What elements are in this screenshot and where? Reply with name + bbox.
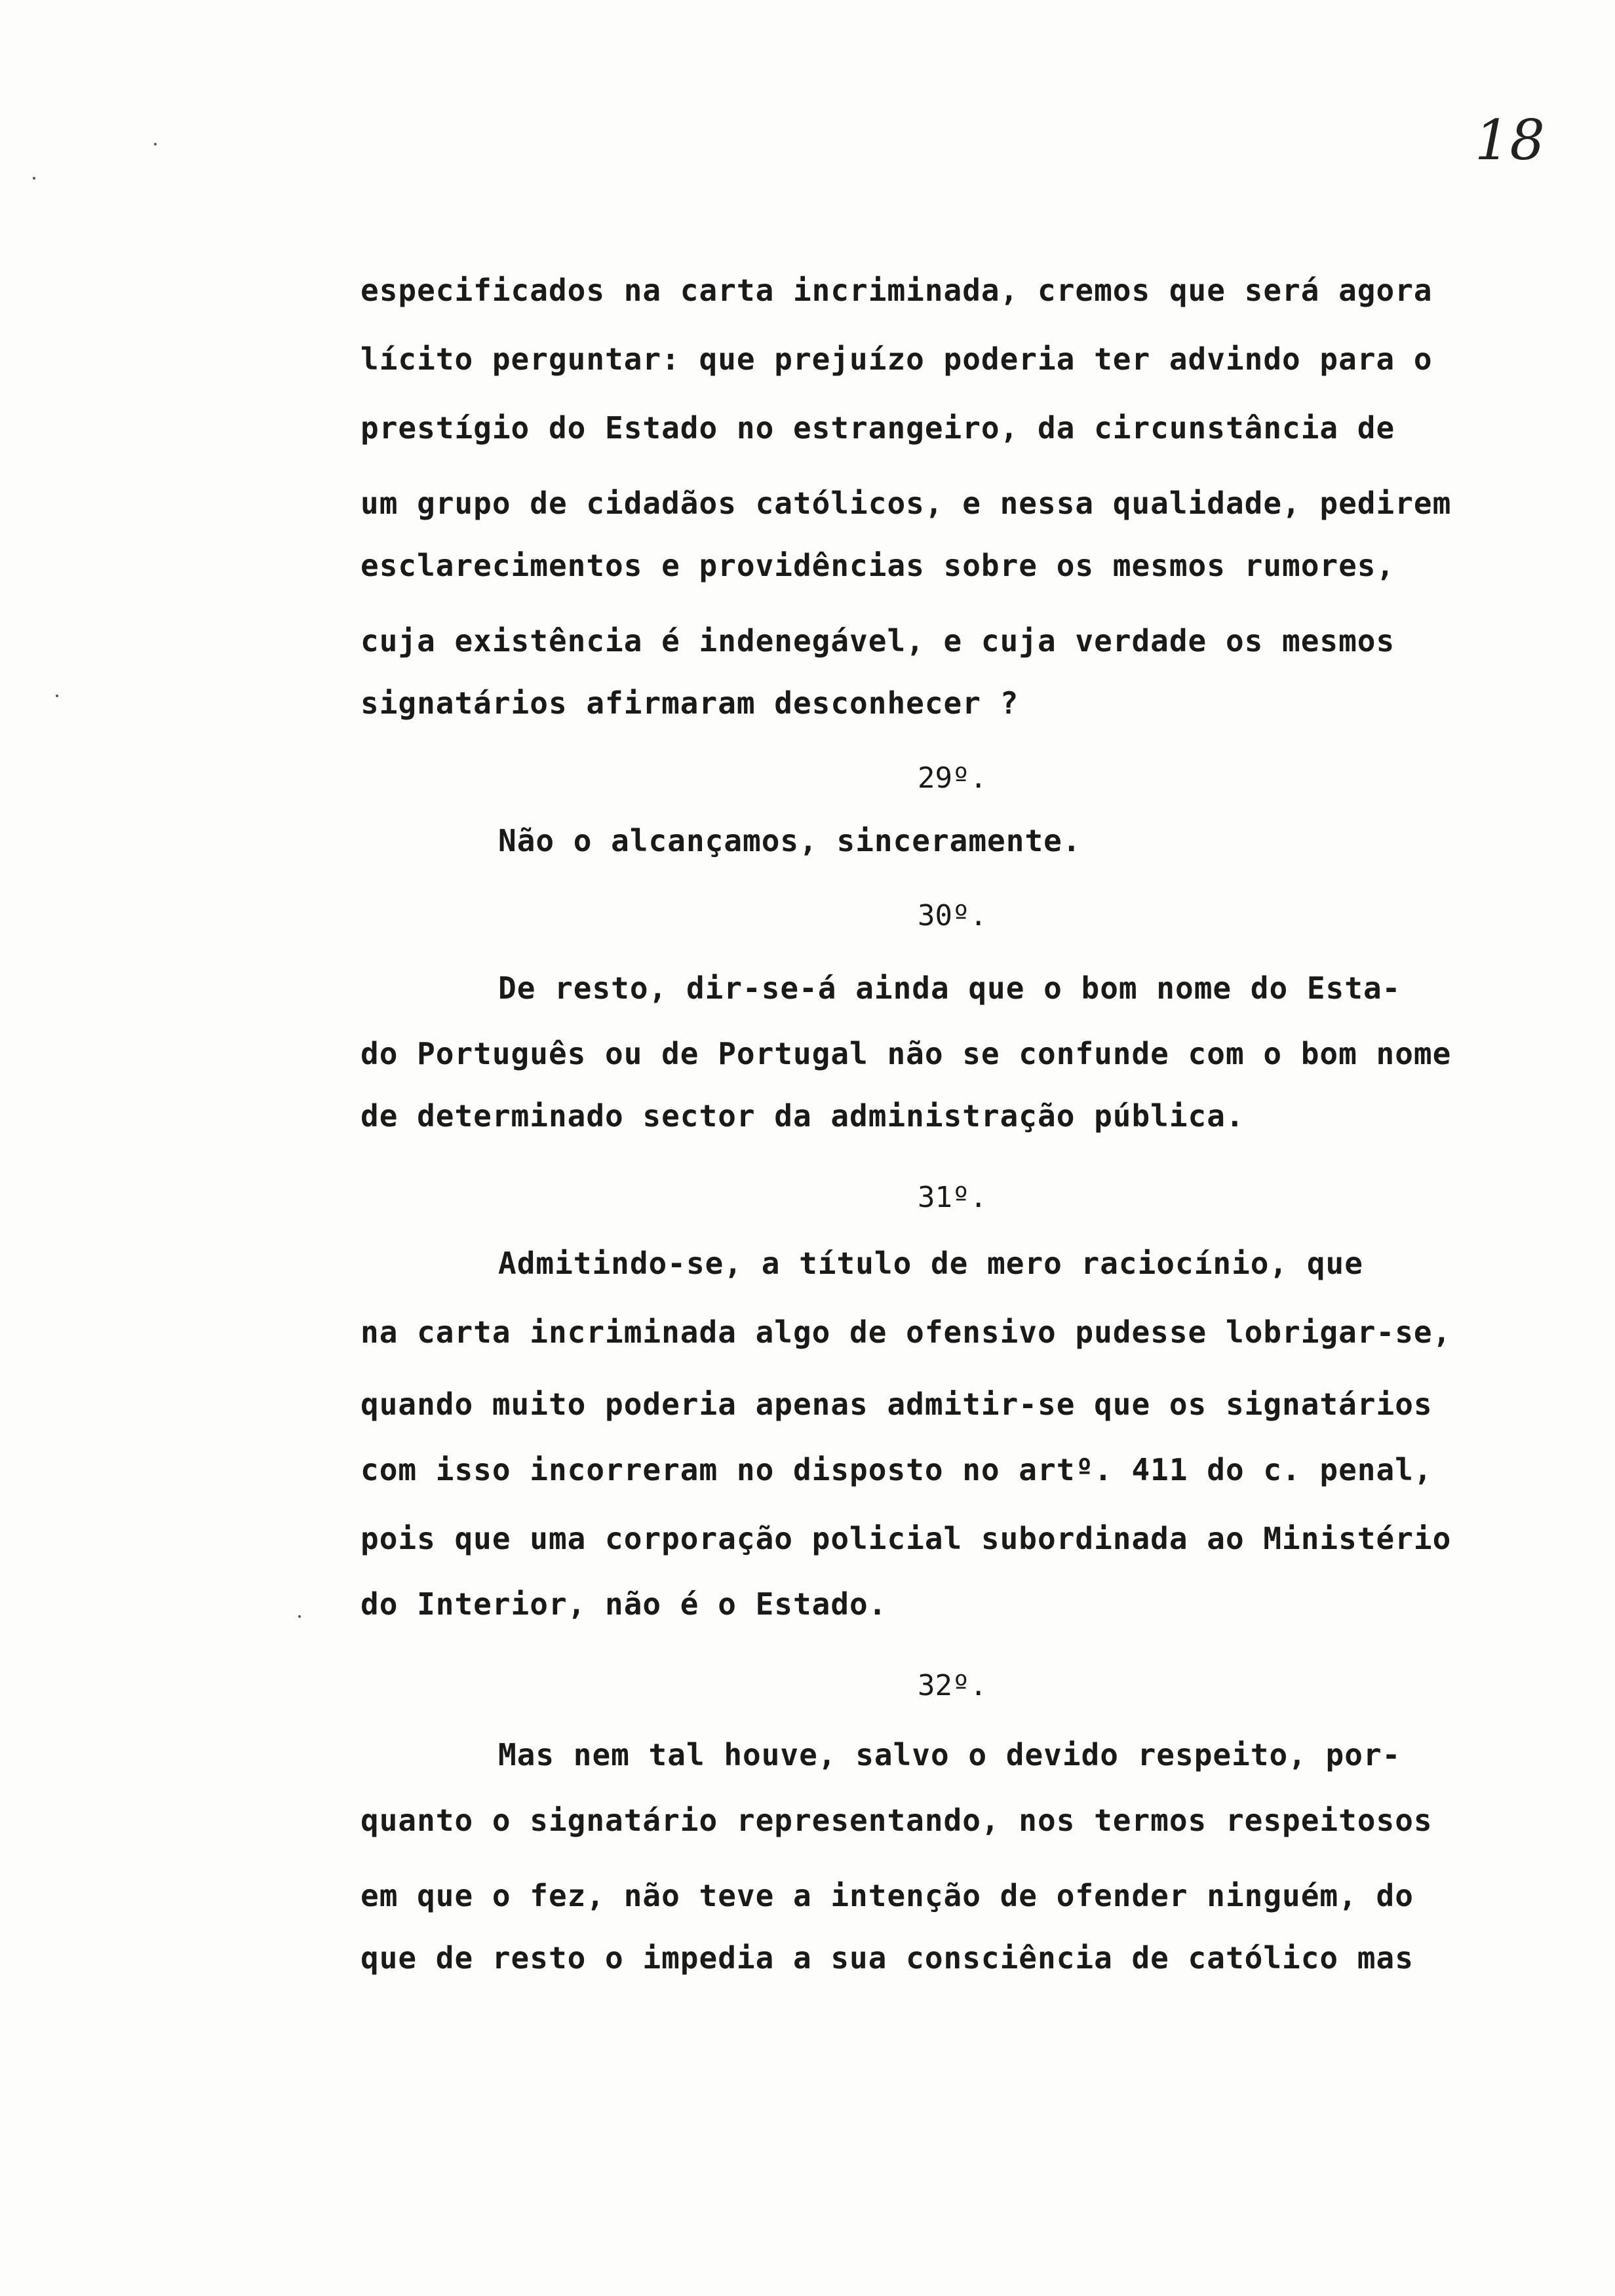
text-line: pois que uma corporação policial subordinada ao Ministério [360, 1521, 1452, 1556]
text-line: em que o fez, não teve a intenção de ofender ninguém, do [360, 1878, 1414, 1913]
text-line: signatários afirmaram desconhecer ? [360, 685, 1019, 721]
text-line: De resto, dir-se-á ainda que o bom nome do Esta- [498, 970, 1401, 1006]
page-number: 18 [1475, 108, 1545, 172]
text-line: de determinado sector da administração pública. [360, 1098, 1245, 1134]
text-line: Admitindo-se, a título de mero raciocínio, que [498, 1246, 1363, 1281]
text-line: Mas nem tal houve, salvo o devido respeito, por- [498, 1737, 1401, 1772]
text-line: lícito perguntar: que prejuízo poderia ter advindo para o [360, 341, 1433, 377]
text-line: que de resto o impedia a sua consciência de católico mas [360, 1940, 1414, 1976]
scan-speck [154, 143, 157, 145]
text-line: do Português ou de Portugal não se confunde com o bom nome [360, 1036, 1452, 1071]
scan-speck [33, 177, 35, 180]
text-line: na carta incriminada algo de ofensivo pudesse lobrigar-se, [360, 1314, 1452, 1350]
text-line: Não o alcançamos, sinceramente. [498, 823, 1081, 858]
scan-speck [56, 695, 58, 697]
text-line: um grupo de cidadãos católicos, e nessa qualidade, pedirem [360, 486, 1452, 521]
text-line: com isso incorreram no disposto no artº. 411 do c. penal, [360, 1452, 1433, 1487]
text-line: especificados na carta incriminada, cremos que será agora [360, 273, 1433, 308]
text-line: do Interior, não é o Estado. [360, 1586, 887, 1622]
text-line: cuja existência é indenegável, e cuja verdade os mesmos [360, 623, 1395, 659]
scan-speck [298, 1615, 301, 1618]
text-line: esclarecimentos e providências sobre os mesmos rumores, [360, 548, 1395, 583]
paragraph-number: 32º. [918, 1669, 987, 1702]
text-line: prestígio do Estado no estrangeiro, da circunstância de [360, 410, 1395, 446]
paragraph-number: 29º. [918, 761, 987, 795]
paragraph-number: 30º. [918, 899, 987, 932]
paragraph-number: 31º. [918, 1181, 987, 1214]
text-line: quando muito poderia apenas admitir-se que os signatários [360, 1387, 1433, 1422]
text-line: quanto o signatário representando, nos termos respeitosos [360, 1803, 1433, 1838]
